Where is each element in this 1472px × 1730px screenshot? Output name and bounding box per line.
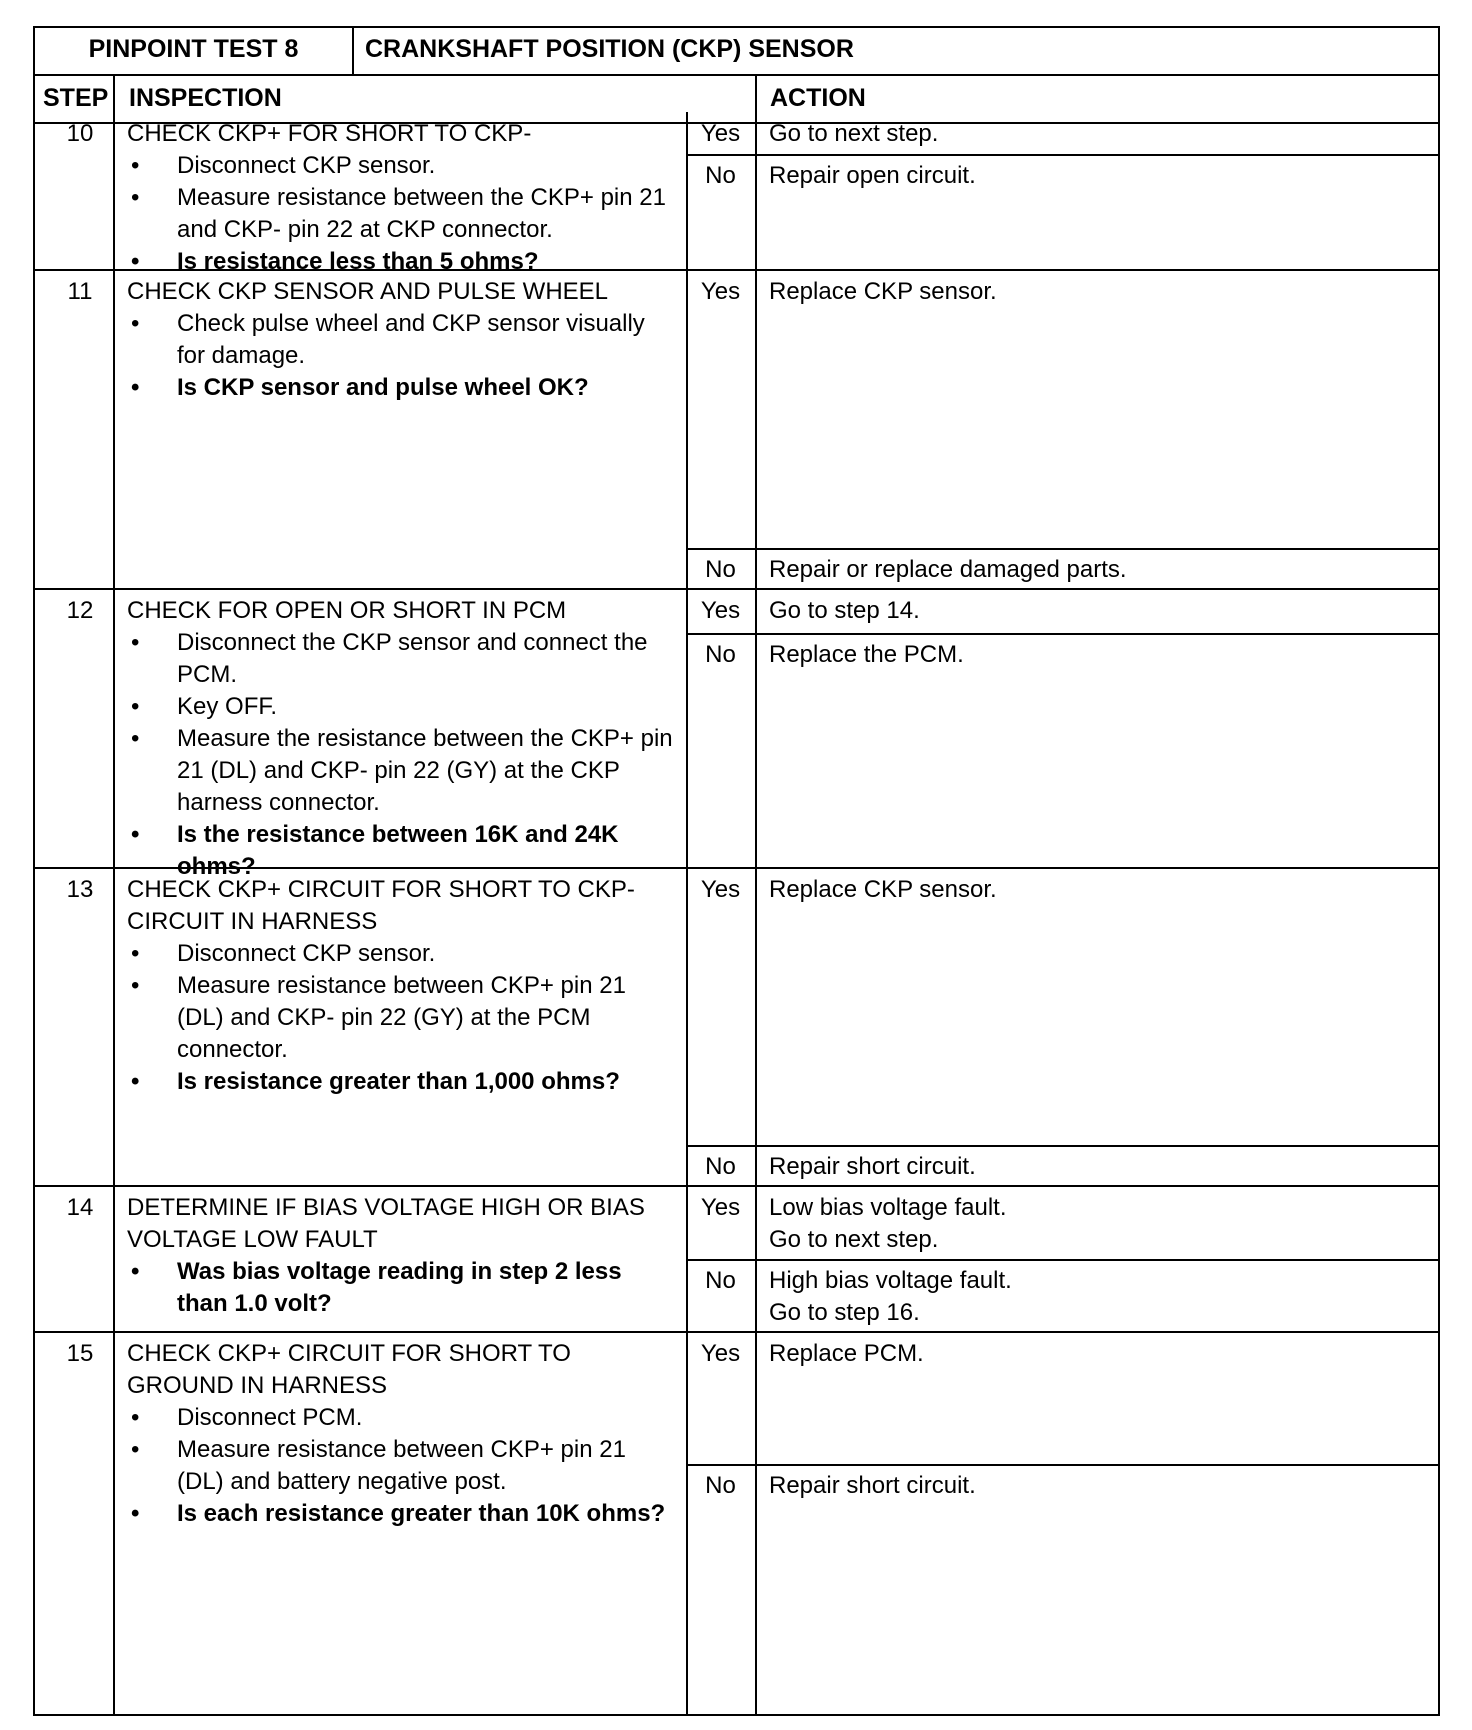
inspection-heading: CHECK CKP SENSOR AND PULSE WHEEL xyxy=(127,278,609,305)
yes-label: Yes xyxy=(700,1340,741,1367)
inspection-bullets xyxy=(127,150,676,278)
no-label: No xyxy=(705,1267,736,1294)
yes-action xyxy=(769,1338,1349,1370)
inspection-bullets xyxy=(127,308,676,404)
step-number: 11 xyxy=(67,278,93,305)
inspection-question: • Is CKP sensor and pulse wheel OK? xyxy=(127,372,676,404)
inspection-heading: CHECK CKP+ CIRCUIT FOR SHORT TO GROUND IN HARNESS xyxy=(127,1340,571,1399)
inspection-cell xyxy=(127,276,676,404)
step-number: 10 xyxy=(66,120,94,147)
no-action xyxy=(769,1151,1349,1183)
yes-action xyxy=(769,276,1349,308)
header-column-divider xyxy=(755,76,757,124)
step-number: 13 xyxy=(66,876,94,903)
inspection-cell xyxy=(127,595,676,883)
header-column-divider xyxy=(113,76,115,124)
inspection-bullet: • Key OFF. xyxy=(127,691,676,723)
inspection-bullet: • Measure resistance between CKP+ pin 21 (DL) and battery negative post. xyxy=(127,1434,676,1498)
inspection-cell xyxy=(127,1338,676,1530)
yes-action xyxy=(769,1192,1349,1256)
inspection-cell xyxy=(127,1192,676,1320)
no-label: No xyxy=(705,1472,736,1499)
step-divider xyxy=(113,868,115,1186)
no-action-line: Replace the PCM. xyxy=(769,641,964,668)
yes-no-divider xyxy=(686,633,1438,635)
inspection-heading: CHECK CKP+ FOR SHORT TO CKP- xyxy=(127,120,532,147)
yes-label: Yes xyxy=(700,278,741,305)
yes-label: Yes xyxy=(700,876,741,903)
row-divider xyxy=(35,1185,1438,1187)
action-divider xyxy=(755,1332,757,1716)
inspection-heading: CHECK CKP+ CIRCUIT FOR SHORT TO CKP- CIRCUIT IN HARNESS xyxy=(127,876,635,935)
step-column-header: STEP xyxy=(43,84,109,112)
inspection-bullets xyxy=(127,938,676,1098)
no-action-line: Repair or replace damaged parts. xyxy=(769,556,1127,583)
answer-divider xyxy=(686,589,688,868)
inspection-bullet: • Disconnect CKP sensor. xyxy=(127,938,676,970)
inspection-bullet: • Measure resistance between the CKP+ pin 21 and CKP- pin 22 at CKP connector. xyxy=(127,182,676,246)
no-label: No xyxy=(705,556,736,583)
yes-action-line: Replace CKP sensor. xyxy=(769,278,997,305)
yes-no-divider xyxy=(686,1145,1438,1147)
no-action xyxy=(769,1470,1349,1502)
inspection-question: • Is the resistance between 16K and 24K ohms? xyxy=(127,819,676,883)
no-label: No xyxy=(705,641,736,668)
action-divider xyxy=(755,112,757,270)
no-action xyxy=(769,639,1349,671)
yes-action-line: Replace PCM. xyxy=(769,1340,924,1367)
step-divider xyxy=(113,270,115,589)
answer-divider xyxy=(686,270,688,589)
yes-action-line: Go to next step. xyxy=(769,1226,939,1253)
inspection-cell xyxy=(127,874,676,1098)
inspection-heading: DETERMINE IF BIAS VOLTAGE HIGH OR BIAS VOLTAGE LOW FAULT xyxy=(127,1194,645,1253)
step-divider xyxy=(113,589,115,868)
inspection-question: • Was bias voltage reading in step 2 less than 1.0 volt? xyxy=(127,1256,676,1320)
inspection-bullet: • Disconnect PCM. xyxy=(127,1402,676,1434)
no-action xyxy=(769,1265,1349,1329)
yes-action xyxy=(769,874,1349,906)
action-column-header: ACTION xyxy=(770,84,866,112)
title-row xyxy=(35,28,1438,76)
test-title: CRANKSHAFT POSITION (CKP) SENSOR xyxy=(365,35,854,63)
yes-no-divider xyxy=(686,1464,1438,1466)
inspection-cell xyxy=(127,118,676,278)
pinpoint-test-table xyxy=(33,26,1440,1716)
step-number: 15 xyxy=(66,1340,94,1367)
yes-label: Yes xyxy=(700,597,741,624)
inspection-question: • Is each resistance greater than 10K ohms? xyxy=(127,1498,676,1530)
yes-action xyxy=(769,118,1349,150)
no-action-line: Repair open circuit. xyxy=(769,162,976,189)
action-divider xyxy=(755,868,757,1186)
inspection-bullets xyxy=(127,1256,676,1320)
yes-action-line: Replace CKP sensor. xyxy=(769,876,997,903)
yes-action xyxy=(769,595,1349,627)
no-action-line: High bias voltage fault. xyxy=(769,1267,1012,1294)
step-number: 12 xyxy=(66,597,94,624)
row-divider xyxy=(35,588,1438,590)
inspection-bullet: • Measure the resistance between the CKP+ pin 21 (DL) and CKP- pin 22 (GY) at the CKP harness connector. xyxy=(127,723,676,819)
yes-no-divider xyxy=(686,548,1438,550)
yes-no-divider xyxy=(686,154,1438,156)
inspection-column-header: INSPECTION xyxy=(129,84,282,112)
no-action-line: Repair short circuit. xyxy=(769,1472,976,1499)
inspection-question: • Is resistance greater than 1,000 ohms? xyxy=(127,1066,676,1098)
inspection-question: • Is resistance less than 5 ohms? xyxy=(127,246,676,278)
no-label: No xyxy=(705,162,736,189)
step-number: 14 xyxy=(66,1194,94,1221)
row-divider xyxy=(35,1331,1438,1333)
test-label: PINPOINT TEST 8 xyxy=(35,28,354,74)
inspection-bullets xyxy=(127,1402,676,1530)
no-action xyxy=(769,554,1349,586)
answer-divider xyxy=(686,1332,688,1716)
yes-label: Yes xyxy=(700,120,741,147)
inspection-bullet: • Check pulse wheel and CKP sensor visually for damage. xyxy=(127,308,676,372)
column-header-row xyxy=(35,76,1438,124)
no-action xyxy=(769,160,1349,192)
inspection-bullet: • Measure resistance between CKP+ pin 21 (DL) and CKP- pin 22 (GY) at the PCM connector. xyxy=(127,970,676,1066)
inspection-bullet: • Disconnect CKP sensor. xyxy=(127,150,676,182)
yes-action-line: Low bias voltage fault. xyxy=(769,1194,1007,1221)
inspection-bullet: • Disconnect the CKP sensor and connect the PCM. xyxy=(127,627,676,691)
yes-no-divider xyxy=(686,1259,1438,1261)
action-divider xyxy=(755,589,757,868)
action-divider xyxy=(755,270,757,589)
no-label: No xyxy=(705,1153,736,1180)
step-divider xyxy=(113,1332,115,1716)
inspection-heading: CHECK FOR OPEN OR SHORT IN PCM xyxy=(127,597,567,624)
no-action-line: Go to step 16. xyxy=(769,1299,920,1326)
inspection-bullets xyxy=(127,627,676,883)
yes-action-line: Go to next step. xyxy=(769,120,939,147)
no-action-line: Repair short circuit. xyxy=(769,1153,976,1180)
yes-action-line: Go to step 14. xyxy=(769,597,920,624)
yes-label: Yes xyxy=(700,1194,741,1221)
answer-divider xyxy=(686,868,688,1186)
